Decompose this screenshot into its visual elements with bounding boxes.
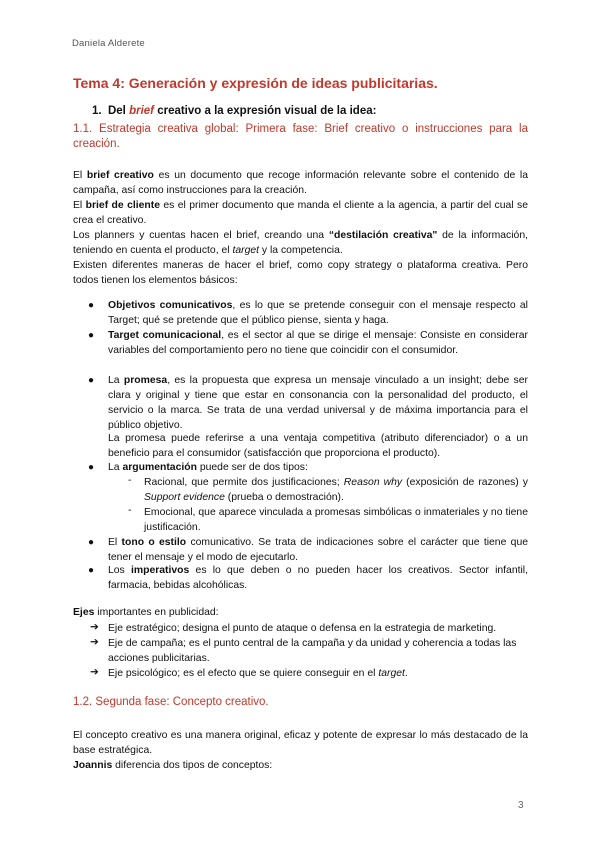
section-number: 1. <box>92 105 102 117</box>
bullet-icon: ● <box>88 375 95 386</box>
list-item-argumentacion: La argumentación puede ser de dos tipos: <box>108 462 308 473</box>
subsection-heading-1-2: 1.2. Segunda fase: Concepto creativo. <box>73 696 269 708</box>
paragraph-concepto: El concepto creativo es una manera original, eficaz y potente de expresar lo más destacado de la base estratégica. <box>73 730 528 756</box>
list-item-objetivos: Objetivos comunicativos, es lo que se pretende conseguir con el mensaje respecto al Target; qué se pretende que el público piense, sienta y haga. <box>108 300 528 326</box>
page-number: 3 <box>518 800 524 811</box>
arrow-icon: ➔ <box>90 622 99 633</box>
arrow-icon: ➔ <box>90 667 99 678</box>
bullet-icon: ● <box>88 537 95 548</box>
sublist-item-emocional: Emocional, que aparece vinculada a promesas simbólicas o inmateriales y no tiene justificación. <box>144 507 528 533</box>
list-item-imperativos: Los imperativos es lo que deben o no pueden hacer los creativos. Sector infantil, farmacia, bebidas alcohólicas. <box>108 565 528 591</box>
eje-estrategico: Eje estratégico; designa el punto de ataque o defensa en la estrategia de marketing. <box>108 623 497 634</box>
page-header-author: Daniela Alderete <box>72 38 145 49</box>
paragraph-brief-creativo: El brief creativo es un documento que recoge información relevante sobre el contenido de la campaña, así como instrucciones para la creación. <box>73 170 528 196</box>
paragraph-joannis: Joannis diferencia dos tipos de conceptos: <box>73 760 273 771</box>
bullet-icon: ● <box>88 462 95 473</box>
eje-psicologico: Eje psicológico; es el efecto que se quiere conseguir en el target. <box>108 668 408 679</box>
bullet-icon: ● <box>88 330 95 341</box>
list-item-promesa: La promesa, es la propuesta que expresa un mensaje vinculado a un insight; debe ser clara y original y tiene que estar en consonancia con la personalidad del producto, el servicio o la marca. Se trata de una verdad universal y de máxima importancia para el público objetivo. <box>108 375 528 431</box>
list-item-target: Target comunicacional, es el sector al que se dirige el mensaje: Consiste en considerar variables del comportamiento pero no tiene que coincidir con el consumidor. <box>108 330 528 356</box>
page-title: Tema 4: Generación y expresión de ideas publicitarias. <box>73 75 438 91</box>
section-heading-1: 1. Del brief creativo a la expresión visual de la idea: <box>92 105 377 117</box>
eje-campana: Eje de campaña; es el punto central de la campaña y da unidad y coherencia a todas las acciones publicitarias. <box>108 638 517 664</box>
list-item-promesa-extra: La promesa puede referirse a una ventaja competitiva (atributo diferenciador) o a un beneficio para el consumidor (satisfacción que proporciona el producto). <box>108 433 528 459</box>
bullet-icon: ● <box>88 565 95 576</box>
subsection-heading-1-1: 1.1. Estrategia creativa global: Primera fase: Brief creativo o instrucciones para la creación. <box>73 123 528 150</box>
ejes-heading: Ejes importantes en publicidad: <box>73 607 219 618</box>
paragraph-planners: Los planners y cuentas hacen el brief, creando una “destilación creativa" de la información, teniendo en cuenta el producto, el target y la competencia. <box>73 230 528 256</box>
dash-icon: - <box>128 505 132 516</box>
brief-word: brief <box>129 105 154 117</box>
paragraph-brief-cliente: El brief de cliente es el primer documento que manda el cliente a la agencia, a partir del cual se crea el creativo. <box>73 200 528 226</box>
paragraph-maneras: Existen diferentes maneras de hacer el brief, como copy strategy o plataforma creativa. Pero todos tienen los elementos básicos: <box>73 260 528 286</box>
arrow-icon: ➔ <box>90 637 99 648</box>
dash-icon: - <box>128 475 132 486</box>
sublist-item-racional: Racional, que permite dos justificaciones; Reason why (exposición de razones) y Support evidence (prueba o demostración). <box>144 477 528 503</box>
list-item-tono: El tono o estilo comunicativo. Se trata de indicaciones sobre el carácter que tiene que tener el mensaje y el modo de ejecutarlo. <box>108 537 528 563</box>
bullet-icon: ● <box>88 300 95 311</box>
